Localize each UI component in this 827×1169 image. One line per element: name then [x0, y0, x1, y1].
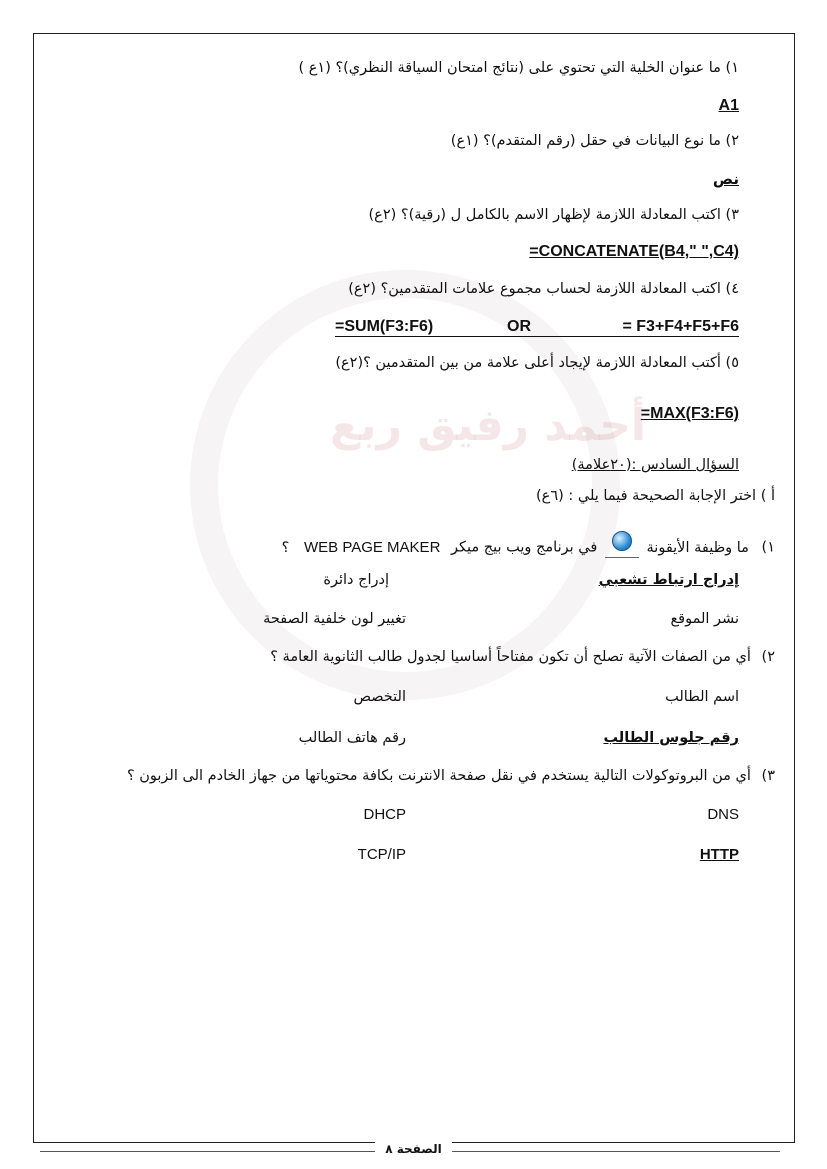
- question-2: [451, 133, 739, 149]
- question-text-after: في برنامج ويب بيج ميكر: [451, 539, 598, 556]
- question-number: ٣): [725, 207, 739, 223]
- question-number: ٤): [725, 281, 739, 297]
- question-text: أي من البروتوكولات التالية يستخدم في نقل صفحة الانترنت بكافة محتوياتها من جهاز الخادم الى الزبون ؟: [126, 768, 751, 784]
- answer-1: A1: [718, 97, 739, 114]
- question-1: [298, 60, 739, 76]
- page-footer: [0, 1142, 827, 1156]
- question-text: أكتب المعادلة اللازمة لإيجاد أعلى علامة من بين المتقدمين ؟(٢ع): [335, 355, 721, 371]
- mc3-option-4: TCP/IP: [357, 846, 406, 863]
- question-number: ١): [761, 539, 775, 556]
- mc3-option-3-correct: HTTP: [699, 846, 739, 863]
- watermark-text: أحمد رفيق ربع: [330, 400, 647, 451]
- mc2-option-1: اسم الطالب: [665, 689, 739, 705]
- question-mark: ؟: [281, 539, 290, 556]
- answer-4-sum: =SUM(F3:F6): [335, 318, 434, 335]
- part-a-heading: أ ) اختر الإجابة الصحيحة فيما يلي : (٦ع): [536, 488, 775, 504]
- mc2-option-2: التخصص: [353, 689, 406, 705]
- page-number: الصفحة ٨: [375, 1142, 452, 1156]
- question-text: اكتب المعادلة اللازمة لحساب مجموع علامات المتقدمين؟ (٢ع): [348, 281, 721, 297]
- mc-question-1: [282, 537, 775, 558]
- answer-5: =MAX(F3:F6): [640, 405, 739, 422]
- answer-2: نص: [712, 170, 739, 188]
- question-4: [348, 281, 739, 297]
- section-title: السؤال السادس :(٢٠علامة): [571, 457, 739, 473]
- mc1-option-1-correct: إدراج ارتباط تشعبي: [598, 572, 739, 588]
- question-text: ما نوع البيانات في حقل (رقم المتقدم)؟ (١ع): [450, 133, 721, 149]
- question-number: ٥): [725, 355, 739, 371]
- question-text: أي من الصفات الآتية تصلح أن تكون مفتاحاً أساسيا لجدول طالب الثانوية العامة ؟: [270, 649, 751, 665]
- question-number: ١): [725, 60, 739, 76]
- answer-4-or: OR: [507, 318, 531, 335]
- mc2-option-3-correct: رقم جلوس الطالب: [603, 730, 739, 746]
- answer-3: =CONCATENATE(B4," ",C4): [529, 243, 739, 260]
- mc1-option-4: تغيير لون خلفية الصفحة: [263, 611, 406, 627]
- mc-question-3: [127, 768, 775, 784]
- question-text: اكتب المعادلة اللازمة لإظهار الاسم بالكامل ل (رقية)؟ (٢ع): [368, 207, 721, 223]
- question-3: [369, 207, 739, 223]
- program-name: WEB PAGE MAKER: [303, 538, 441, 556]
- answer-4: [335, 318, 739, 337]
- mc2-option-4: رقم هاتف الطالب: [298, 730, 406, 746]
- question-text-before: ما وظيفة الأيقونة: [646, 539, 749, 556]
- question-text: ما عنوان الخلية التي تحتوي على (نتائج امتحان السياقة النظري)؟ (١ع ): [298, 60, 721, 76]
- mc3-option-1: DNS: [707, 806, 739, 823]
- mc3-option-2: DHCP: [363, 806, 406, 823]
- mc1-option-3: نشر الموقع: [670, 611, 739, 627]
- question-number: ٢): [725, 133, 739, 149]
- globe-link-icon: [605, 537, 639, 558]
- question-5: [335, 355, 739, 371]
- question-number: ٢): [761, 649, 775, 665]
- question-number: ٣): [761, 768, 775, 784]
- mc-question-2: [270, 649, 775, 665]
- mc1-option-2: إدراج دائرة: [323, 572, 389, 588]
- answer-4-plus: = F3+F4+F5+F6: [622, 318, 739, 335]
